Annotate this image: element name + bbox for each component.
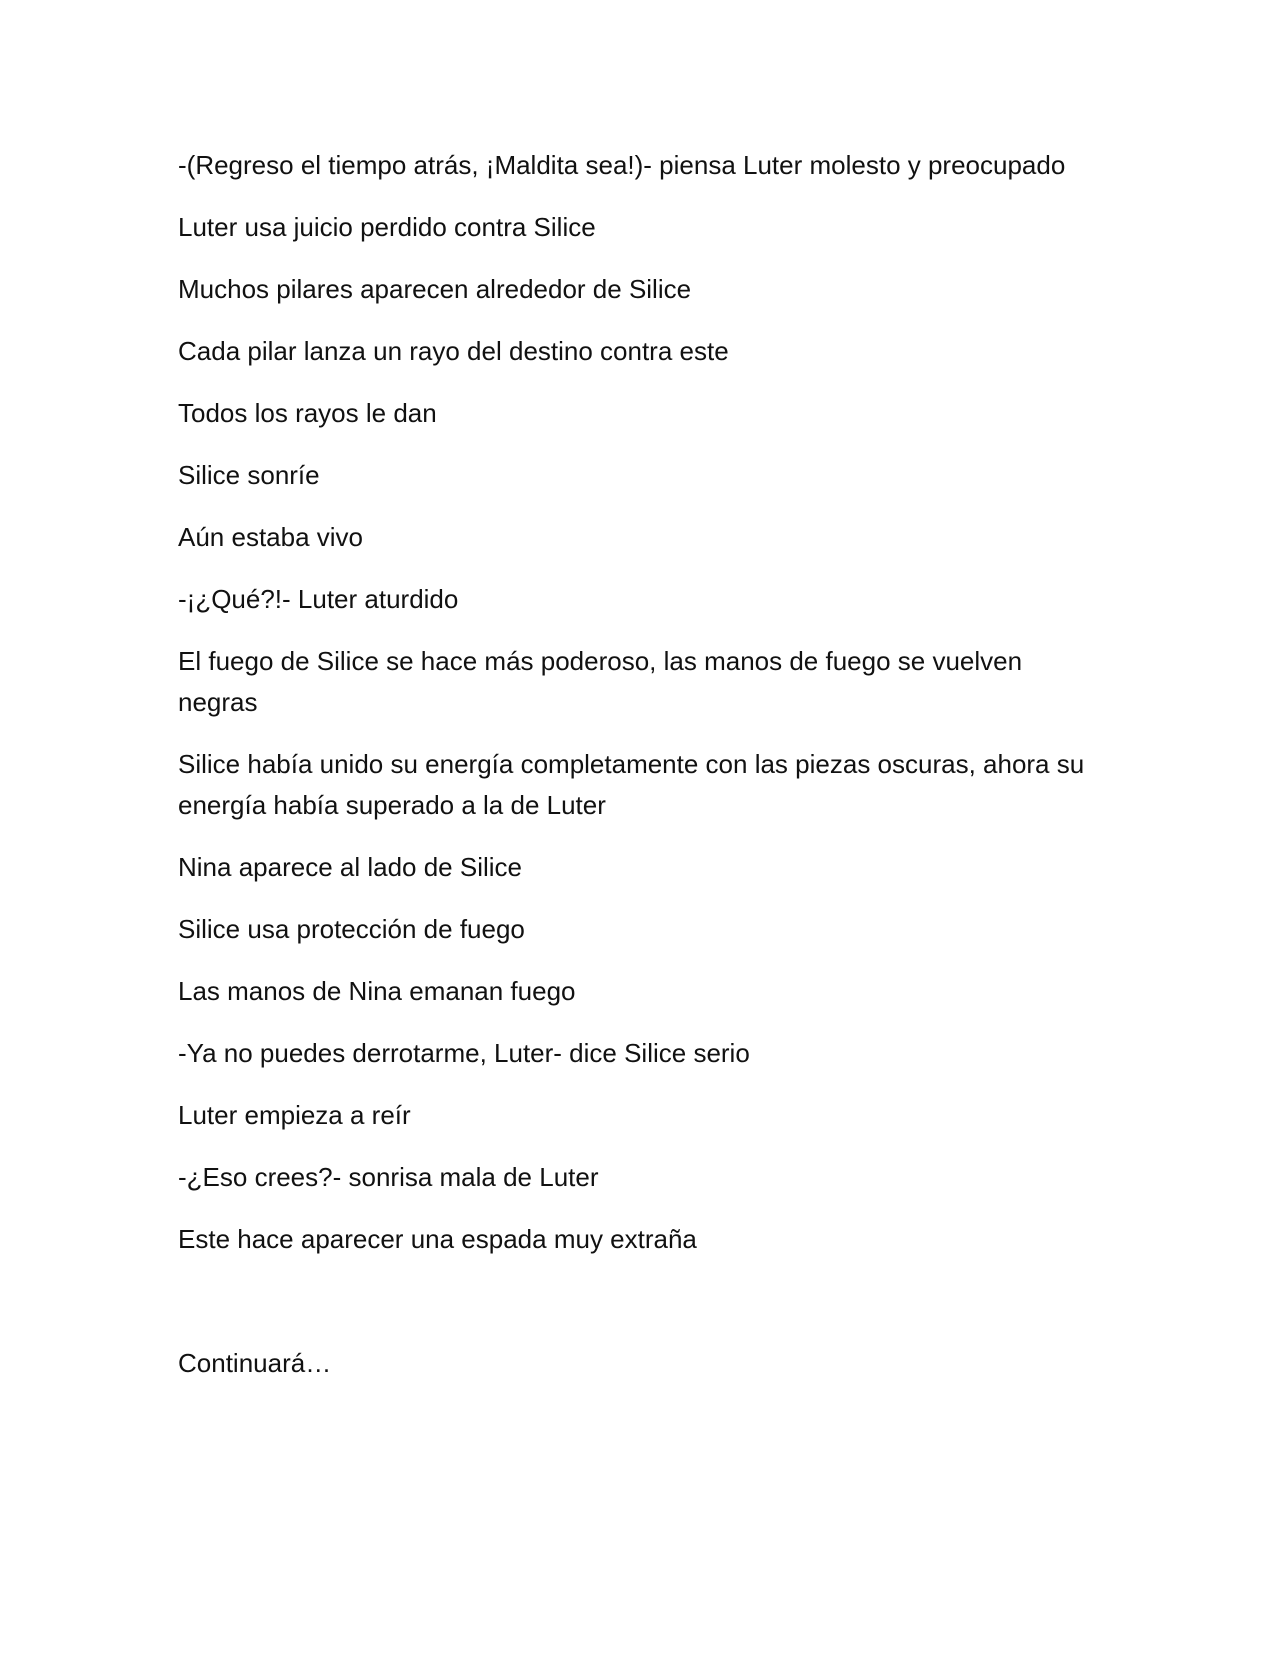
ending-line: Continuará… xyxy=(178,1348,332,1378)
blank-line xyxy=(178,1281,1108,1322)
paragraph: Luter empieza a reír xyxy=(178,1100,411,1130)
paragraph: Silice había unido su energía completamente con las piezas oscuras, ahora su energía había superado a la de Luter xyxy=(178,749,1085,820)
paragraph: El fuego de Silice se hace más poderoso, las manos de fuego se vuelven negras xyxy=(178,646,1023,717)
paragraph: Luter usa juicio perdido contra Silice xyxy=(178,212,596,242)
paragraph: Las manos de Nina emanan fuego xyxy=(178,976,576,1006)
paragraph: Este hace aparecer una espada muy extraña xyxy=(178,1224,697,1254)
paragraph: Silice usa protección de fuego xyxy=(178,914,525,944)
paragraph: Cada pilar lanza un rayo del destino contra este xyxy=(178,336,729,366)
paragraph: -¡¿Qué?!- Luter aturdido xyxy=(178,584,459,614)
paragraph: Silice sonríe xyxy=(178,460,320,490)
paragraph: Muchos pilares aparecen alrededor de Silice xyxy=(178,274,692,304)
paragraph: -Ya no puedes derrotarme, Luter- dice Silice serio xyxy=(178,1038,750,1068)
document-body xyxy=(178,145,1108,1405)
paragraph: -¿Eso crees?- sonrisa mala de Luter xyxy=(178,1162,599,1192)
paragraph: Aún estaba vivo xyxy=(178,522,364,552)
paragraph: -(Regreso el tiempo atrás, ¡Maldita sea!)- piensa Luter molesto y preocupado xyxy=(178,150,1066,180)
paragraph: Nina aparece al lado de Silice xyxy=(178,852,522,882)
paragraph: Todos los rayos le dan xyxy=(178,398,437,428)
